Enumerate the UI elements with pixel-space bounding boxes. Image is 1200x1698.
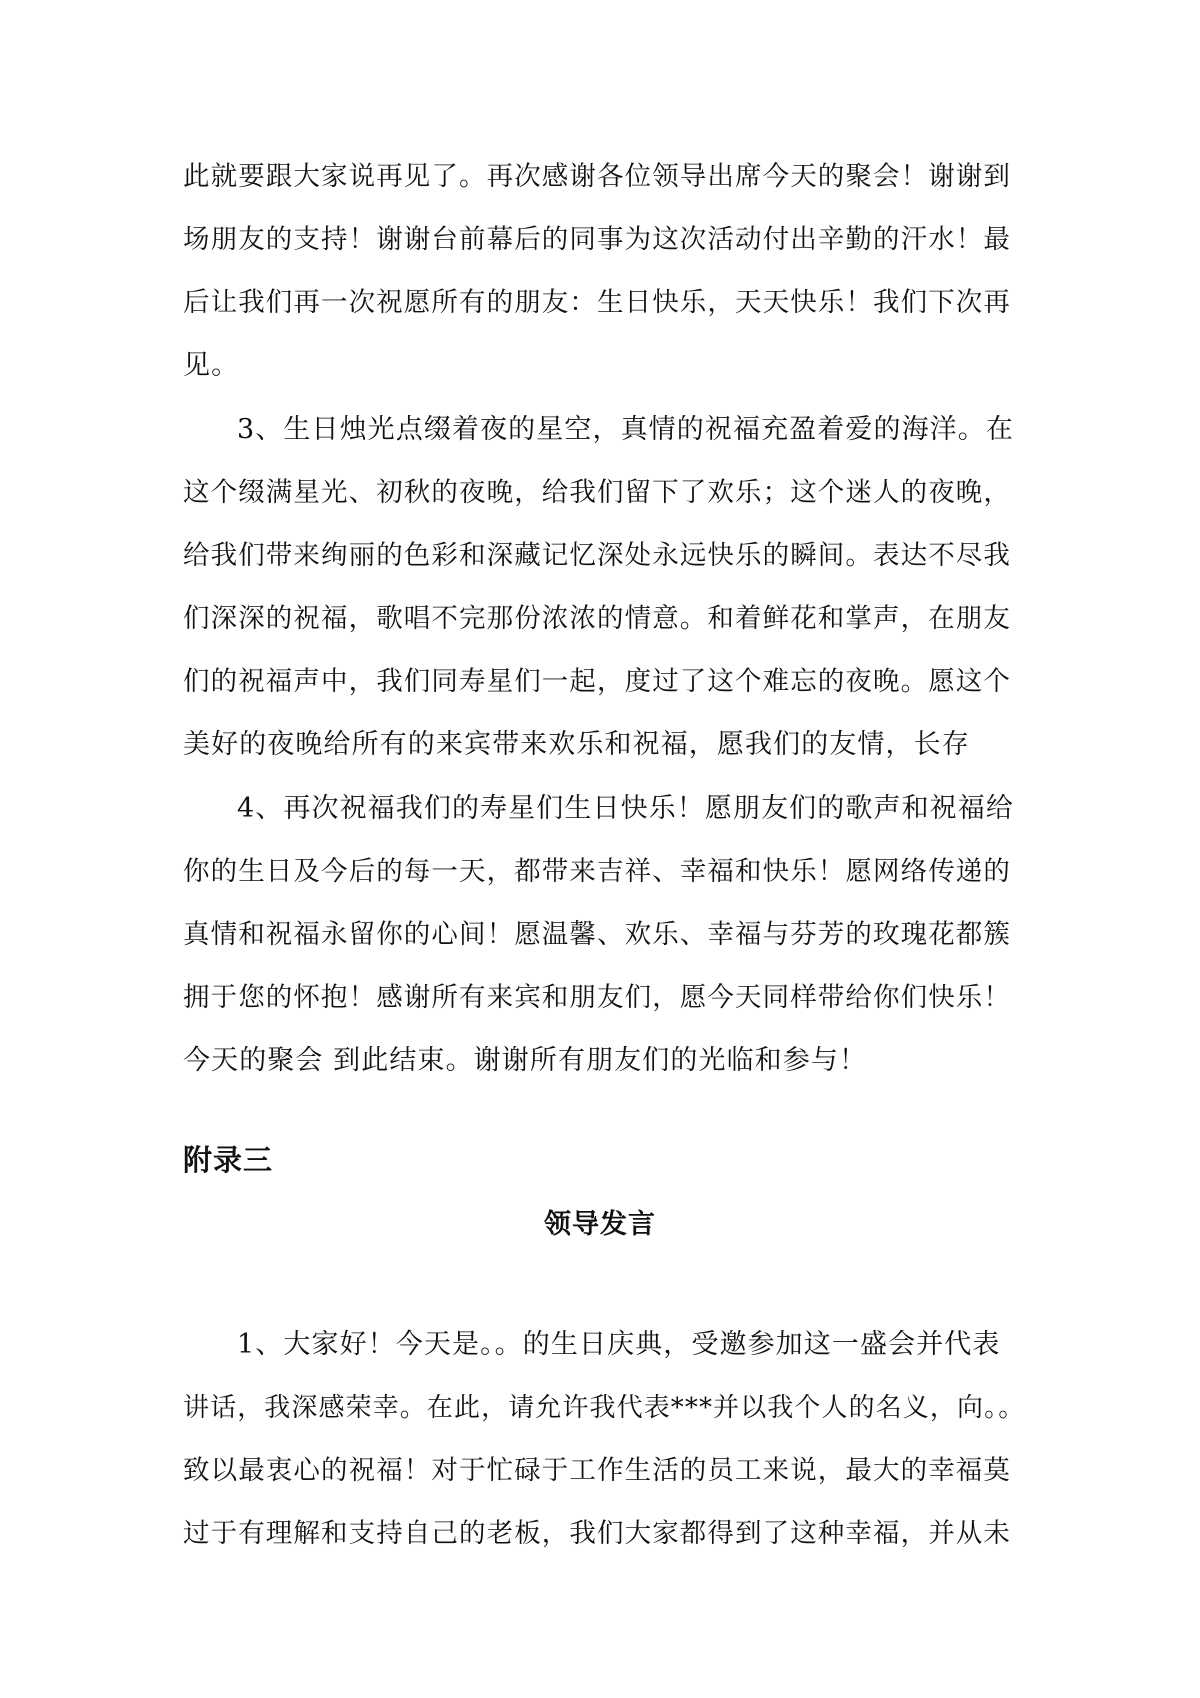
paragraph-line: 此就要跟大家说再见了。再次感谢各位领导出席今天的聚会！谢谢到 (183, 161, 1011, 192)
section-title: 领导发言 (544, 1209, 656, 1240)
paragraph-line: 场朋友的支持！谢谢台前幕后的同事为这次活动付出辛勤的汗水！最 (183, 224, 1011, 255)
paragraph-line: 见。 (183, 350, 240, 381)
paragraph-line: 4、再次祝福我们的寿星们生日快乐！愿朋友们的歌声和祝福给 (237, 793, 1014, 824)
paragraph-line: 给我们带来绚丽的色彩和深藏记忆深处永远快乐的瞬间。表达不尽我 (183, 540, 1011, 571)
paragraph-line: 1、大家好！今天是。。的生日庆典，受邀参加这一盛会并代表 (237, 1329, 1001, 1360)
paragraph-line: 美好的夜晚给所有的来宾带来欢乐和祝福，愿我们的友情，长存 (183, 729, 970, 760)
paragraph-line: 讲话，我深感荣幸。在此，请允许我代表***并以我个人的名义，向。。 (183, 1393, 1026, 1423)
paragraph-line: 你的生日及今后的每一天，都带来吉祥、幸福和快乐！愿网络传递的 (183, 856, 1011, 887)
paragraph-line: 这个缀满星光、初秋的夜晚，给我们留下了欢乐；这个迷人的夜晚， (183, 477, 1011, 508)
paragraph-line: 们的祝福声中，我们同寿星们一起，度过了这个难忘的夜晚。愿这个 (183, 666, 1011, 697)
paragraph-line: 致以最衷心的祝福！对于忙碌于工作生活的员工来说，最大的幸福莫 (183, 1455, 1011, 1486)
paragraph-line: 后让我们再一次祝愿所有的朋友：生日快乐，天天快乐！我们下次再 (183, 287, 1011, 318)
paragraph-line: 们深深的祝福，歌唱不完那份浓浓的情意。和着鲜花和掌声，在朋友 (183, 603, 1011, 634)
paragraph-line: 3、生日烛光点缀着夜的星空，真情的祝福充盈着爱的海洋。在 (237, 414, 1014, 445)
paragraph-line: 拥于您的怀抱！感谢所有来宾和朋友们，愿今天同样带给你们快乐！ (183, 982, 1011, 1013)
appendix-heading: 附录三 (183, 1143, 274, 1177)
paragraph-line: 过于有理解和支持自己的老板，我们大家都得到了这种幸福，并从未 (183, 1518, 1011, 1549)
paragraph-line: 真情和祝福永留你的心间！愿温馨、欢乐、幸福与芬芳的玫瑰花都簇 (183, 919, 1011, 950)
paragraph-line: 今天的聚会 到此结束。谢谢所有朋友们的光临和参与！ (183, 1045, 868, 1076)
